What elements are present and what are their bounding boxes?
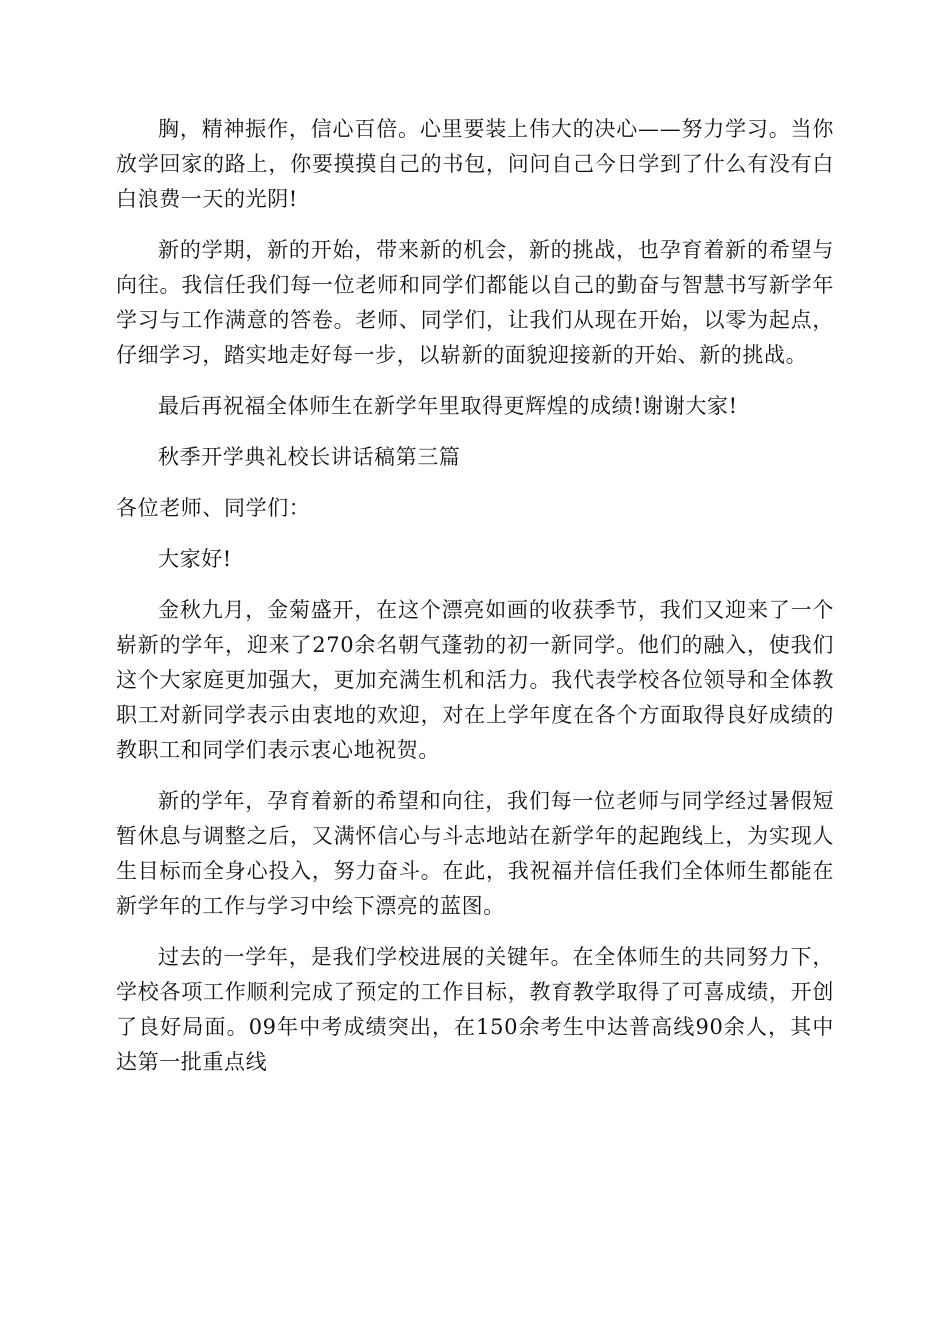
salutation: 各位老师、同学们： <box>116 496 311 520</box>
paragraph-2: 新的学期，新的开始，带来新的机会，新的挑战，也孕育着新的希望与向往。我信任我们每一位老师和同学们都能以自己的勤奋与智慧书写新学年学习与工作满意的答卷。老师、同学们，让我们从现在开始，以零为起点，仔细学习，踏实地走好每一步，以崭新的面貌迎接新的开始、新的挑战。 <box>116 238 834 367</box>
document-page <box>116 112 834 1080</box>
section-heading: 秋季开学典礼校长讲话稿第三篇 <box>158 445 461 469</box>
greeting: 大家好! <box>158 547 232 571</box>
paragraph-9: 过去的一学年，是我们学校进展的关键年。在全体师生的共同努力下，学校各项工作顺利完成了预定的工作目标，教育教学取得了可喜成绩，开创了良好局面。09年中考成绩突出，在150余考生中达普高线90余人，其中达第一批重点线 <box>116 945 834 1074</box>
paragraph-3: 最后再祝福全体师生在新学年里取得更辉煌的成绩!谢谢大家! <box>158 394 738 418</box>
paragraph-1: 胸，精神振作，信心百倍。心里要装上伟大的决心——努力学习。当你放学回家的路上，你要摸摸自己的书包，问问自己今日学到了什么有没有白白浪费一天的光阴! <box>116 117 834 211</box>
paragraph-8: 新的学年，孕育着新的希望和向往，我们每一位老师与同学经过暑假短暂休息与调整之后，又满怀信心与斗志地站在新学年的起跑线上，为实现人生目标而全身心投入，努力奋斗。在此，我祝福并信任我们全体师生都能在新学年的工作与学习中绘下漂亮的蓝图。 <box>116 789 834 918</box>
paragraph-7: 金秋九月，金菊盛开，在这个漂亮如画的收获季节，我们又迎来了一个崭新的学年，迎来了270余名朝气蓬勃的初一新同学。他们的融入，使我们这个大家庭更加强大，更加充满生机和活力。我代表学校各位领导和全体教职工对新同学表示由衷地的欢迎，对在上学年度在各个方面取得良好成绩的教职工和同学们表示衷心地祝贺。 <box>116 598 834 762</box>
